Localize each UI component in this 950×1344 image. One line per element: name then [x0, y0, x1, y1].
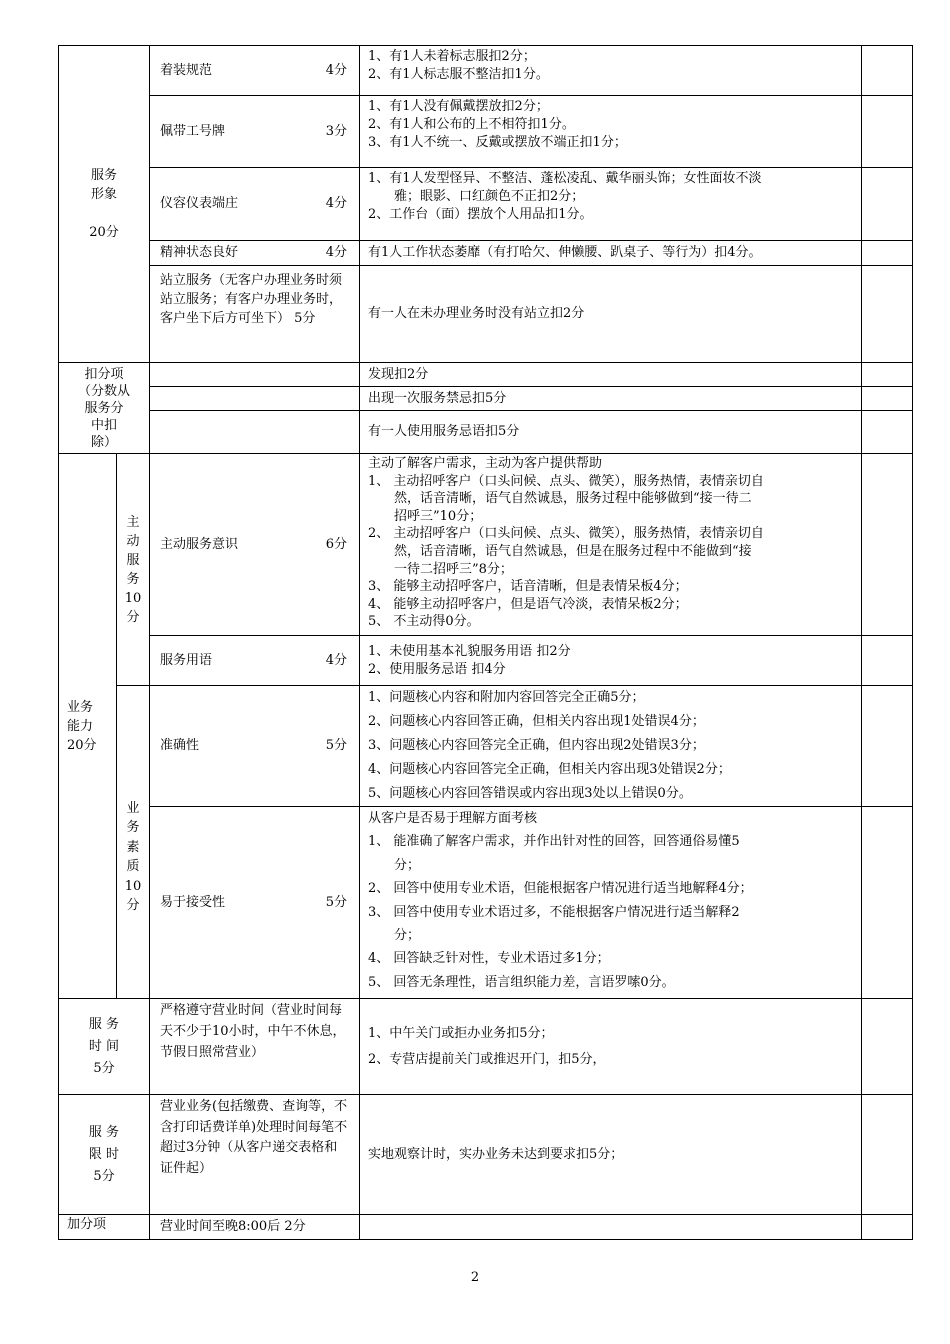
- criteria-line: 2、有1人和公布的上不相符扣1分。: [368, 117, 575, 132]
- criteria-badge: [359, 95, 862, 168]
- item-label: 准确性: [160, 738, 200, 753]
- score-cell: [861, 45, 913, 96]
- criteria-service-language: [359, 635, 862, 686]
- criteria-line: 然，话音清晰，语气自然诚恳，服务过程中能够做到“接一待二: [394, 491, 752, 507]
- criteria-line: 5、 回答无条理性，语言组织能力差，言语罗嗦0分。: [368, 974, 675, 990]
- criteria-line: 发现扣2分: [368, 366, 429, 382]
- category-service-image: 服务 形象 20分: [58, 45, 150, 363]
- criteria-spirit: [359, 240, 862, 266]
- category-bonus: 加分项: [58, 1214, 150, 1240]
- criteria-line: 2、工作台（面）摆放个人用品扣1分。: [368, 207, 593, 222]
- criteria-bonus: [359, 1214, 862, 1240]
- score-cell: [861, 1214, 913, 1240]
- score-cell: [861, 635, 913, 686]
- score-cell: [861, 167, 913, 241]
- subcategory-business-quality: 业 务 素 质 10 分: [116, 685, 150, 999]
- item-processing-time: [149, 1094, 360, 1215]
- item-label: 站立服务（无客户办理业务时须站立服务；有客户办理业务时，客户坐下后方可坐下） 5分: [160, 273, 343, 326]
- item-points: 4分: [325, 196, 347, 211]
- score-cell: [861, 410, 913, 454]
- item-label: 精神状态良好: [160, 245, 239, 260]
- criteria-appearance: [359, 167, 862, 241]
- category-business-ability: 业务 能力 20分: [58, 453, 117, 999]
- criteria-line: 一待二招呼三”8分；: [394, 561, 513, 577]
- item-points: 4分: [325, 652, 347, 668]
- criteria-dress-code: [359, 45, 862, 96]
- criteria-line: 主动了解客户需求，主动为客户提供帮助: [368, 456, 603, 471]
- criteria-line: 2、专营店提前关门或推迟开门，扣5分，: [368, 1051, 606, 1067]
- criteria-line: 有一人使用服务忌语扣5分: [368, 424, 520, 439]
- criteria-line: 分；: [394, 928, 421, 944]
- criteria-line: 3、 能够主动招呼客户，话音清晰，但是表情呆板4分；: [368, 579, 688, 595]
- score-cell: [861, 95, 913, 168]
- criteria-line: 3、 回答中使用专业术语过多，不能根据客户情况进行适当解释2: [368, 904, 740, 920]
- score-cell: [861, 362, 913, 387]
- deduction-item-cell: [149, 386, 360, 411]
- item-label: 仪容仪表端庄: [160, 196, 239, 211]
- deduction-item-cell: [149, 362, 360, 387]
- item-spirit: [149, 240, 360, 266]
- criteria-line: 3、有1人不统一、反戴或摆放不端正扣1分；: [368, 135, 627, 150]
- criteria-line: 4、 能够主动招呼客户，但是语气冷淡，表情呆板2分；: [368, 596, 688, 612]
- item-appearance: [149, 167, 360, 241]
- criteria-line: 有1人工作状态萎靡（有打哈欠、伸懒腰、趴桌子、等行为）扣4分。: [368, 245, 762, 260]
- item-dress-code: [149, 45, 360, 96]
- item-points: 4分: [325, 62, 347, 78]
- criteria-line: 1、中午关门或拒办业务扣5分；: [368, 1025, 554, 1041]
- item-service-language: [149, 635, 360, 686]
- item-label: 易于接受性: [160, 894, 226, 910]
- criteria-processing-time: [359, 1094, 862, 1215]
- category-service-time-limit: 服 务 限 时 5分: [58, 1094, 150, 1215]
- criteria-line: 招呼三”10分；: [394, 508, 483, 524]
- item-points: 6分: [325, 536, 347, 552]
- criteria-line: 4、问题核心内容回答完全正确，但相关内容出现3处错误2分；: [368, 762, 731, 777]
- item-label: 营业时间至晚8:00后 2分: [160, 1219, 306, 1234]
- subcategory-proactive-service: 主 动 服 务 10 分: [116, 453, 150, 686]
- criteria-line: 2、使用服务忌语 扣4分: [368, 661, 506, 677]
- score-cell: [861, 265, 913, 363]
- item-business-hours: [149, 998, 360, 1095]
- criteria-line: 出现一次服务禁忌扣5分: [368, 390, 507, 406]
- score-cell: [861, 998, 913, 1095]
- score-cell: [861, 1094, 913, 1215]
- score-cell: [861, 240, 913, 266]
- criteria-line: 4、 回答缺乏针对性，专业术语过多1分；: [368, 951, 610, 967]
- criteria-line: 分；: [394, 857, 421, 873]
- item-label: 着装规范: [160, 62, 213, 78]
- criteria-line: 1、 能准确了解客户需求，并作出针对性的回答，回答通俗易懂5: [368, 834, 740, 850]
- score-cell: [861, 806, 913, 999]
- criteria-line: 2、问题核心内容回答正确，但相关内容出现1处错误4分；: [368, 714, 705, 729]
- criteria-line: 1、 主动招呼客户（口头问候、点头、微笑），服务热情，表情亲切自: [368, 473, 764, 489]
- criteria-acceptability: [359, 806, 862, 999]
- deduction-item-cell: [149, 410, 360, 454]
- criteria-line: 1、有1人未着标志服扣2分；: [368, 49, 536, 64]
- criteria-line: 从客户是否易于理解方面考核: [368, 811, 538, 826]
- score-cell: [861, 453, 913, 636]
- criteria-line: 2、 主动招呼客户（口头问候、点头、微笑），服务热情，表情亲切自: [368, 526, 764, 542]
- item-points: 5分: [325, 738, 347, 753]
- criteria-line: 5、 不主动得0分。: [368, 614, 480, 630]
- item-acceptability: [149, 806, 360, 999]
- score-cell: [861, 685, 913, 807]
- deduction-row-2: [359, 386, 862, 411]
- deduction-row-1: [359, 362, 862, 387]
- criteria-accuracy: [359, 685, 862, 807]
- criteria-line: 3、问题核心内容回答完全正确，但内容出现2处错误3分；: [368, 738, 705, 753]
- criteria-line: 然，话音清晰，语气自然诚恳，但是在服务过程中不能做到“接: [394, 543, 752, 559]
- item-label: 营业业务(包括缴费、查询等，不含打印话费详单)处理时间每笔不超过3分钟（从客户递交表格和证件起）: [160, 1099, 348, 1176]
- criteria-line: 2、 回答中使用专业术语，但能根据客户情况进行适当地解释4分；: [368, 881, 753, 897]
- criteria-line: 1、有1人没有佩戴摆放扣2分；: [368, 99, 549, 114]
- criteria-line: 5、问题核心内容回答错误或内容出现3处以上错误0分。: [368, 786, 692, 801]
- item-label: 服务用语: [160, 652, 213, 668]
- criteria-line: 实地观察计时，实办业务未达到要求扣5分；: [368, 1146, 624, 1162]
- criteria-business-hours: [359, 998, 862, 1095]
- score-cell: [861, 386, 913, 411]
- criteria-line: 有一人在未办理业务时没有站立扣2分: [368, 306, 585, 321]
- item-accuracy: [149, 685, 360, 807]
- item-late-hours-bonus: [149, 1214, 360, 1240]
- item-standing-service: [149, 265, 360, 363]
- page-number: 2: [470, 1270, 480, 1285]
- item-label: 严格遵守营业时间（营业时间每天不少于10小时，中午不休息，节假日照常营业）: [160, 1003, 346, 1060]
- category-service-hours: 服 务 时 间 5分: [58, 998, 150, 1095]
- criteria-proactive-awareness: [359, 453, 862, 636]
- criteria-standing-service: [359, 265, 862, 363]
- criteria-line: 1、未使用基本礼貌服务用语 扣2分: [368, 643, 571, 659]
- criteria-line: 雅；眼影、口红颜色不正扣2分；: [394, 189, 585, 204]
- criteria-line: 2、有1人标志服不整洁扣1分。: [368, 67, 549, 82]
- item-badge: [149, 95, 360, 168]
- category-deduction: 扣分项 （分数从 服务分 中扣 除）: [58, 362, 150, 454]
- item-points: 4分: [325, 245, 347, 260]
- criteria-line: 1、问题核心内容和附加内容回答完全正确5分；: [368, 690, 645, 705]
- item-label: 主动服务意识: [160, 536, 239, 552]
- item-proactive-awareness: [149, 453, 360, 636]
- item-points: 5分: [325, 894, 347, 910]
- item-label: 佩带工号牌: [160, 123, 226, 139]
- deduction-row-3: [359, 410, 862, 454]
- item-points: 3分: [325, 123, 347, 139]
- criteria-line: 1、有1人发型怪异、不整洁、蓬松凌乱、戴华丽头饰；女性面妆不淡: [368, 171, 762, 186]
